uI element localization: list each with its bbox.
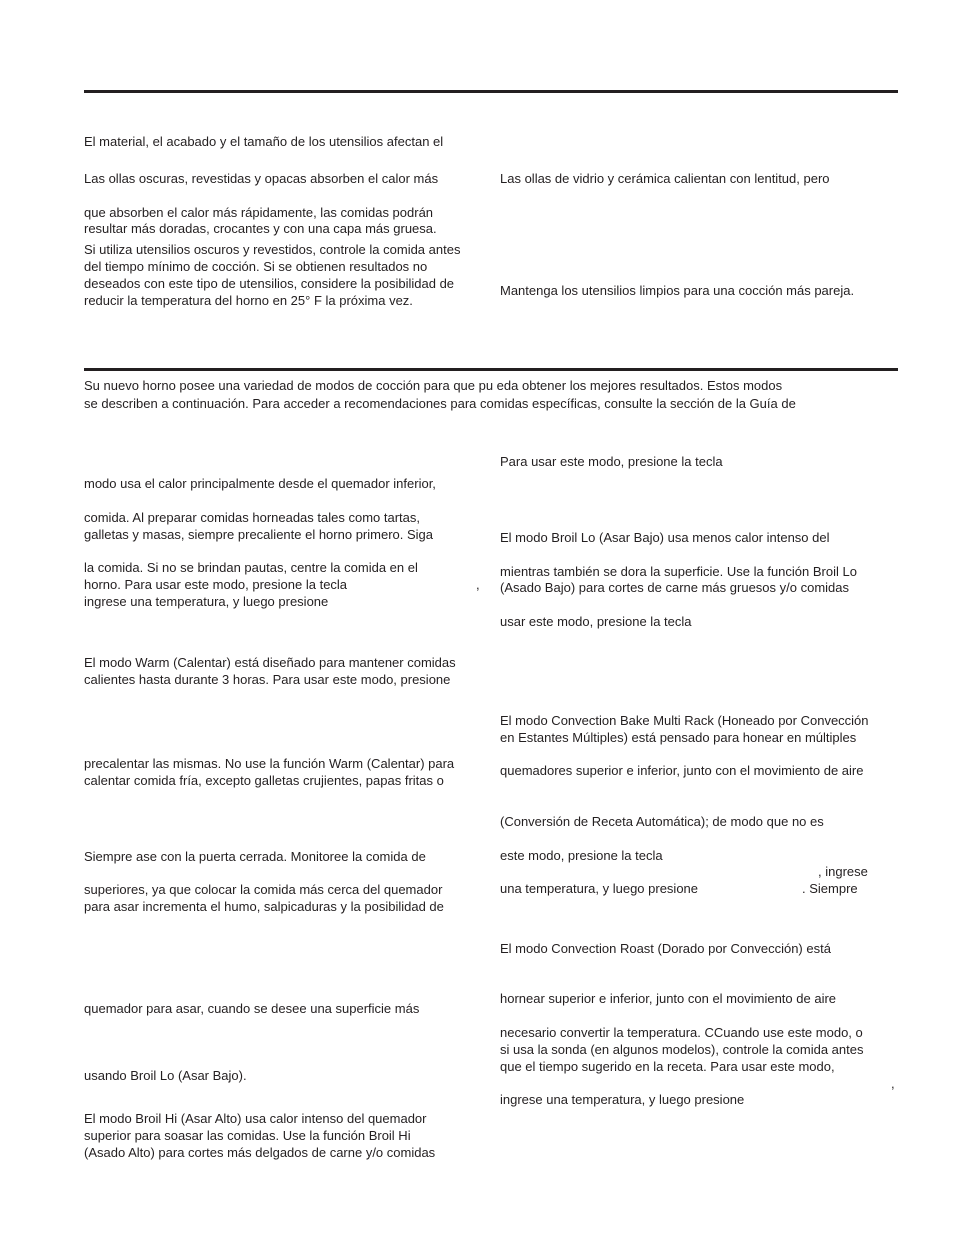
text-line: Las ollas de vidrio y cerámica calientan con lentitud, pero: [500, 171, 830, 186]
text-line: que absorben el calor más rápidamente, las comidas podrán: [84, 205, 434, 220]
text-line: superiores, ya que colocar la comida más cerca del quemador: [84, 882, 443, 897]
text-line: horno. Para usar este modo, presione la tecla: [84, 577, 348, 592]
text-line: . Siempre: [802, 881, 858, 896]
text-line: Para usar este modo, presione la tecla: [500, 454, 723, 469]
text-line: superior para soasar las comidas. Use la función Broil Hi: [84, 1128, 411, 1143]
text-line: galletas y masas, siempre precaliente el horno primero. Siga: [84, 527, 434, 542]
text-line: , ingrese: [818, 864, 868, 879]
text-line: calentar comida fría, excepto galletas crujientes, papas fritas o: [84, 773, 444, 788]
text-line: para asar incrementa el humo, salpicaduras y la posibilidad de: [84, 899, 444, 914]
text-line: Mantenga los utensilios limpios para una cocción más pareja.: [500, 283, 855, 298]
text-line: ,: [891, 1076, 895, 1091]
text-line: El modo Broil Hi (Asar Alto) usa calor intenso del quemador: [84, 1111, 427, 1126]
text-line: si usa la sonda (en algunos modelos), controle la comida antes: [500, 1042, 864, 1057]
section-rule-top: [84, 90, 898, 93]
text-line: precalentar las mismas. No use la función Warm (Calentar) para: [84, 756, 455, 771]
text-line: deseados con este tipo de utensilios, considere la posibilidad de: [84, 276, 455, 291]
text-line: en Estantes Múltiples) está pensado para honear en múltiples: [500, 730, 857, 745]
text-line: mientras también se dora la superficie. Use la función Broil Lo: [500, 564, 857, 579]
text-line: El modo Convection Bake Multi Rack (Honeado por Convección: [500, 713, 869, 728]
text-line: El material, el acabado y el tamaño de los utensilios afectan el: [84, 134, 444, 149]
text-line: reducir la temperatura del horno en 25° F la próxima vez.: [84, 293, 413, 308]
text-line: necesario convertir la temperatura. CCuando use este modo, o: [500, 1025, 863, 1040]
text-line: (Conversión de Receta Automática); de modo que no es: [500, 814, 824, 829]
text-line: modo usa el calor principalmente desde el quemador inferior,: [84, 476, 436, 491]
text-line: quemador para asar, cuando se desee una superficie más: [84, 1001, 420, 1016]
text-line: (Asado Alto) para cortes más delgados de carne y/o comidas: [84, 1145, 436, 1160]
text-line: se describen a continuación. Para acceder a recomendaciones para comidas específicas, consulte la sección de la Guía de: [84, 396, 796, 411]
text-line: este modo, presione la tecla: [500, 848, 663, 863]
text-line: Las ollas oscuras, revestidas y opacas absorben el calor más: [84, 171, 439, 186]
text-line: Su nuevo horno posee una variedad de modos de cocción para que pu eda obtener los mejores resultados. Estos modos: [84, 378, 783, 393]
text-line: del tiempo mínimo de cocción. Si se obtienen resultados no: [84, 259, 428, 274]
text-line: usando Broil Lo (Asar Bajo).: [84, 1068, 247, 1083]
text-line: Siempre ase con la puerta cerrada. Monitoree la comida de: [84, 849, 426, 864]
text-line: que el tiempo sugerido en la receta. Para usar este modo,: [500, 1059, 835, 1074]
text-line: comida. Al preparar comidas horneadas tales como tartas,: [84, 510, 421, 525]
text-line: resultar más doradas, crocantes y con una capa más gruesa.: [84, 221, 437, 236]
text-line: hornear superior e inferior, junto con el movimiento de aire: [500, 991, 837, 1006]
text-line: El modo Warm (Calentar) está diseñado para mantener comidas: [84, 655, 456, 670]
section-rule-middle: [84, 368, 898, 371]
text-line: ingrese una temperatura, y luego presione: [500, 1092, 745, 1107]
text-line: calientes hasta durante 3 horas. Para usar este modo, presione: [84, 672, 451, 687]
text-line: El modo Broil Lo (Asar Bajo) usa menos calor intenso del: [500, 530, 830, 545]
text-line: ingrese una temperatura, y luego presione: [84, 594, 329, 609]
text-line: usar este modo, presione la tecla: [500, 614, 692, 629]
text-line: (Asado Bajo) para cortes de carne más gruesos y/o comidas: [500, 580, 850, 595]
text-line: quemadores superior e inferior, junto con el movimiento de aire: [500, 763, 864, 778]
text-line: la comida. Si no se brindan pautas, centre la comida en el: [84, 560, 418, 575]
text-line: ,: [476, 577, 480, 592]
text-line: Si utiliza utensilios oscuros y revestidos, controle la comida antes: [84, 242, 461, 257]
text-line: una temperatura, y luego presione: [500, 881, 699, 896]
text-line: El modo Convection Roast (Dorado por Convección) está: [500, 941, 831, 956]
